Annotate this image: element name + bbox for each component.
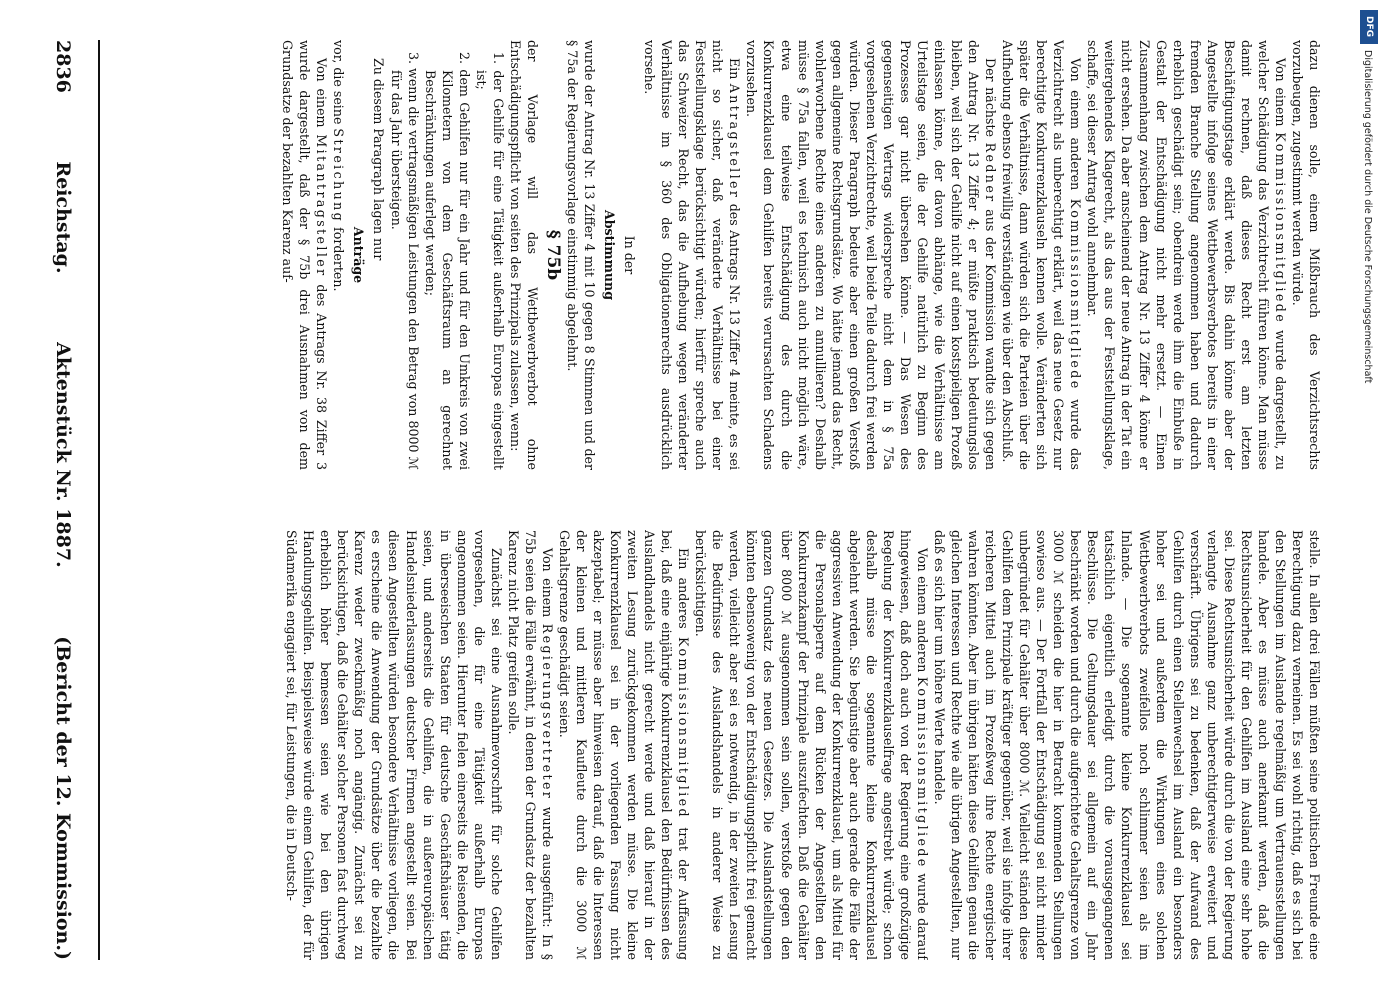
spaced-term: Streichung xyxy=(331,128,347,224)
header-left-title: Reichstag. xyxy=(52,161,74,274)
paragraph: Der nächste Redner aus der Kommission wandte sich gegen den Antrag Nr. 13 Ziffer 4; er müßte praktisch bedeutungslos bleiben, weil sich der Gehilfe nicht auf einen kostspieligen Prozeß einlassen könne, der davon abhänge, wie die Verhältnisse am Urteilstage seien, die der Gehilfe natürlich zu Beginn des Prozesses gar nicht übersehen könne. — Das Wesen des gegenseitigen Vertrags widerspreche nicht dem in § 75a vorgesehenen Verzichtrechte, weil beide Teile dadurch frei werden würden. Dieser Paragraph bedeute aber einen großen Verstoß gegen allgemeine Rechtsgrundsätze. Wo hätte jemand das Recht, wohlerworbene Rechte eines anderen zu annullieren? Deshalb müsse § 75a fallen, weil es technisch auch nicht möglich wäre, etwa eine teilweise Entschädigung des durch die Konkurrenzklausel dem Gehilfen bereits verursachten Schadens vorzusehen. xyxy=(744,40,999,470)
spaced-term: Kommissionsmitglied xyxy=(676,637,692,819)
paragraph: Von einem Kommissionsmitgliede wurde dargestellt, zu welcher Schädigung das Verzichtrecht führen könne. Man müsse damit rechnen, daß dieses Recht erst am letzten Beschäftigungstage erklärt werde. Bis dahin könne aber der Angestellte infolge seines Wettbewerbsverbotes bereits in einer fremden Branche Stellung angenommen haben und dadurch erheblich geschädigt sein; obendrein werde ihm die Einbuße in Gestalt der Entschädigung nicht mehr ersetzt. — Einen Zusammenhang zwischen dem Antrag Nr. 13 Ziffer 4 könne er nicht ersehen. Da aber anscheinend der neue Antrag in der Tat ein weitergehendes Klagerecht, als das aus der Feststellungsklage, schaffe, sei dieser Antrag wohl annehmbar. xyxy=(1085,40,1288,470)
paragraph: dazu dienen solle, einem Mißbrauch des Verzichtsrechts vorzubeugen, zugestimmt werden würde. xyxy=(1289,40,1322,470)
section-heading: § 75b xyxy=(542,229,563,281)
paragraph: Von einem Regierungsvertreter wurde ausgeführt: In § 75b seien die Fälle erwähnt, in denen der Grundsatz der bezahlten Karenz nicht Platz greifen solle. xyxy=(505,530,555,960)
section-heading: Anträge xyxy=(351,226,367,284)
paragraph: Ein anderes Kommissionsmitglied trat der Auffassung bei, daß eine einjährige Konkurrenzklausel den Bedürfnissen des Auslandhandels nicht gerecht werde und daß hierauf in der zweiten Lesung zurückgekommen werden müsse. Die kleine Konkurrenzklausel sei in der vorliegenden Fassung nicht akzeptabel; er müsse aber hinweisen darauf, daß die Interessen der kleinen und mittleren Kaufleute durch die 3000 ℳ Gehaltsgrenze geschädigt seien. xyxy=(556,530,692,960)
paragraph: wurde der Antrag Nr. 13 Ziffer 4 mit 10 gegen 8 Stimmen und der § 75a der Regierungsvorlage einstimmig abgelehnt. xyxy=(564,40,598,470)
left-text-column xyxy=(108,40,1323,470)
spaced-term: Regierungsvertreter xyxy=(539,623,555,801)
spaced-term: Kommissionsmitgliede xyxy=(914,676,930,869)
spaced-term: Redner xyxy=(983,142,999,204)
paragraph: Von einem anderen Kommissionsmitgliede wurde das Verzichtrecht als unberechtigt erklärt, weil das neue Gesetz nur berechtigte Konkurrenzklauseln kennen wolle. Veränderten sich später die Verhältnisse, dann würden sich die Parteien über die Aufhebung ebenso freiwillig verständigen wie über den Abschluß. xyxy=(1000,40,1084,470)
digitization-credit xyxy=(1358,10,1380,990)
paragraph: der Vorlage will das Wettbewerbverbot ohne Entschädigungspflicht von seiten des Prinzipals zulassen, wenn: xyxy=(507,40,540,470)
paragraph: Zu diesem Paragraph lagen nur xyxy=(371,58,387,261)
paragraph: Zunächst sei eine Ausnahmevorschrift für solche Gehilfen vorgesehen, die für eine Tätigkeit außerhalb Europas angenommen seien. Hierunter fielen einerseits die Reisenden, die in überseeischen Staaten für deutsche Geschäftshäuser tätig seien, und anderseits die Gehilfen, die in außereuropäischen Handelsniederlassungen deutscher Firmen angestellt seien. Bei diesen Angestellten würden besondere Verhältnisse vorliegen, die es erscheine die Anwendung der Grundsätze über die bezahlte Karenz weder zweckmäßig noch angängig. Zunächst sei zu berücksichtigen, daß die Gehälter solcher Personen fast durchweg erheblich höher bemessen seien wie bei den übrigen Handlungsgehilfen. Beispielsweise würde einem Gehilfen, der für Südamerika engagiert sei, für Leistungen, die in Deutsch- xyxy=(284,530,504,960)
list-item: 3. wenn die vertragsmäßigen Leistungen den Betrag von 8000 ℳ für das Jahr übersteigen. xyxy=(388,52,421,470)
paragraph: vor, die seine Streichung forderten. xyxy=(331,40,347,292)
page-number: 2836 xyxy=(52,40,74,93)
paragraph: Ein Antragsteller des Antrags Nr. 13 Ziffer 4 meinte, es sei nicht so sicher, daß veränderte Verhältnisse bei einer Feststellungsklage berücksichtigt würden; hierfür spreche auch das Schweizer Recht, das die Aufhebung wegen veränderter Verhältnisse im § 360 des Obligationenrechts ausdrücklich vorsehe. xyxy=(642,40,743,470)
header-right-title: (Bericht der 12. Kommission.) xyxy=(52,636,74,960)
list-item: 2. dem Gehilfen nur für ein Jahr und für den Umkreis von zwei Kilometern von dem Geschäftsraum an gerechnet Beschränkungen auferlegt werden; xyxy=(422,52,472,470)
credit-text: Digitalisierung gefördert durch die Deutsche Forschungsgemeinschaft xyxy=(1362,50,1373,384)
spaced-term: Antragsteller xyxy=(727,83,743,200)
spaced-term: Kommissionsmitgliede xyxy=(1068,198,1084,391)
right-text-column xyxy=(108,530,1323,960)
section-heading: Abstimmung xyxy=(602,209,618,301)
paragraph: stelle. In allen drei Fällen müßten seine politischen Freunde eine Berechtigung dazu verneinen. Es sei wohl richtig, daß es sich bei den Stellungen im Auslande regelmäßig um Vertrauensstellungen handele. Aber es müsse auch anerkannt werden, daß die Rechtsunsicherheit für den Gehilfen im Ausland eine sehr hohe sei. Diese Rechtsunsicherheit würde durch die von der Regierung verlangte Ausnahme ganz unberechtigterweise erweitert und verschärft. Übrigens sei zu bedenken, daß der Aufwand des Gehilfen durch einen Stellenwechsel im Ausland ein besonders hoher sei und außerdem die Wirkungen eines solchen Wettbewerbverbots zweifellos noch schlimmer seien als im Inlande. — Die sogenannte kleine Konkurrenzklausel sei tatsächlich eigentlich erledigt durch die vorausgegangenen Beschlüsse. Die Geltungsdauer sei allgemein auf ein Jahr beschränkt worden und durch die aufgerichtete Gehaltsgrenze von 3000 ℳ scheiden die hier in Betracht kommenden Stellungen sowieso aus. — Der Fortfall der Entschädigung sei nicht minder unbegründet für Gehälter über 8000 ℳ. Vielleicht ständen diese Gehilfen dem Prinzipale kräftiger gegenüber, weil sie infolge ihrer reicheren Mittel auch im Prozeßweg ihre Rechte energischer wahren könnten. Aber im übrigen hätten diese Gehilfen genau die gleichen Interessen und Rechte wie alle übrigen Angestellten, nur daß es sich hier um höhere Werte handele. xyxy=(931,530,1322,960)
list-item: 1. der Gehilfe für eine Tätigkeit außerhalb Europas eingestellt ist; xyxy=(473,52,506,470)
spaced-term: Kommissionsmitgliede xyxy=(1272,132,1288,325)
spaced-term: Mitantragsteller xyxy=(314,134,330,278)
paragraph: Von einem Mitantragsteller des Antrags Nr. 38 Ziffer 3 wurde dargestellt, daß der § 75b drei Ausnahmen von dem Grundsatze der bezahlten Karenz auf- xyxy=(280,40,330,470)
header-rule xyxy=(98,40,100,960)
header-center-title: Aktenstück Nr. 1887. xyxy=(52,342,74,568)
running-header xyxy=(43,40,83,960)
paragraph: In der xyxy=(622,235,638,275)
dfg-logo-icon: DFG xyxy=(1360,10,1378,44)
paragraph: Von einem anderen Kommissionsmitgliede wurde darauf hingewiesen, daß doch auch von der Regierung eine großzügige Regelung der Konkurrenzklauselfrage angestrebt würde; schon deshalb müsse die sogenannte kleine Konkurrenzklausel abgelehnt werden. Sie begünstige aber auch gerade die Fälle der aggressiven Anwendung der Konkurrenzklausel, um als Mittel für die Personalsperre auf dem Rücken der Angestellten den Konkurrenzkampf der Prinzipale auszufechten. Daß die Gehälter über 8000 ℳ ausgenommen sein sollen, verstoße gegen den ganzen Grundsatz des neuen Gesetzes. Die Auslandstellungen könnten ebensowenig von der Entschädigungspflicht frei gemacht werden, vielleicht aber sei es notwendig, in der zweiten Lesung die Bedürfnisse des Auslandshandels in anderer Weise zu berücksichtigen. xyxy=(693,530,930,960)
